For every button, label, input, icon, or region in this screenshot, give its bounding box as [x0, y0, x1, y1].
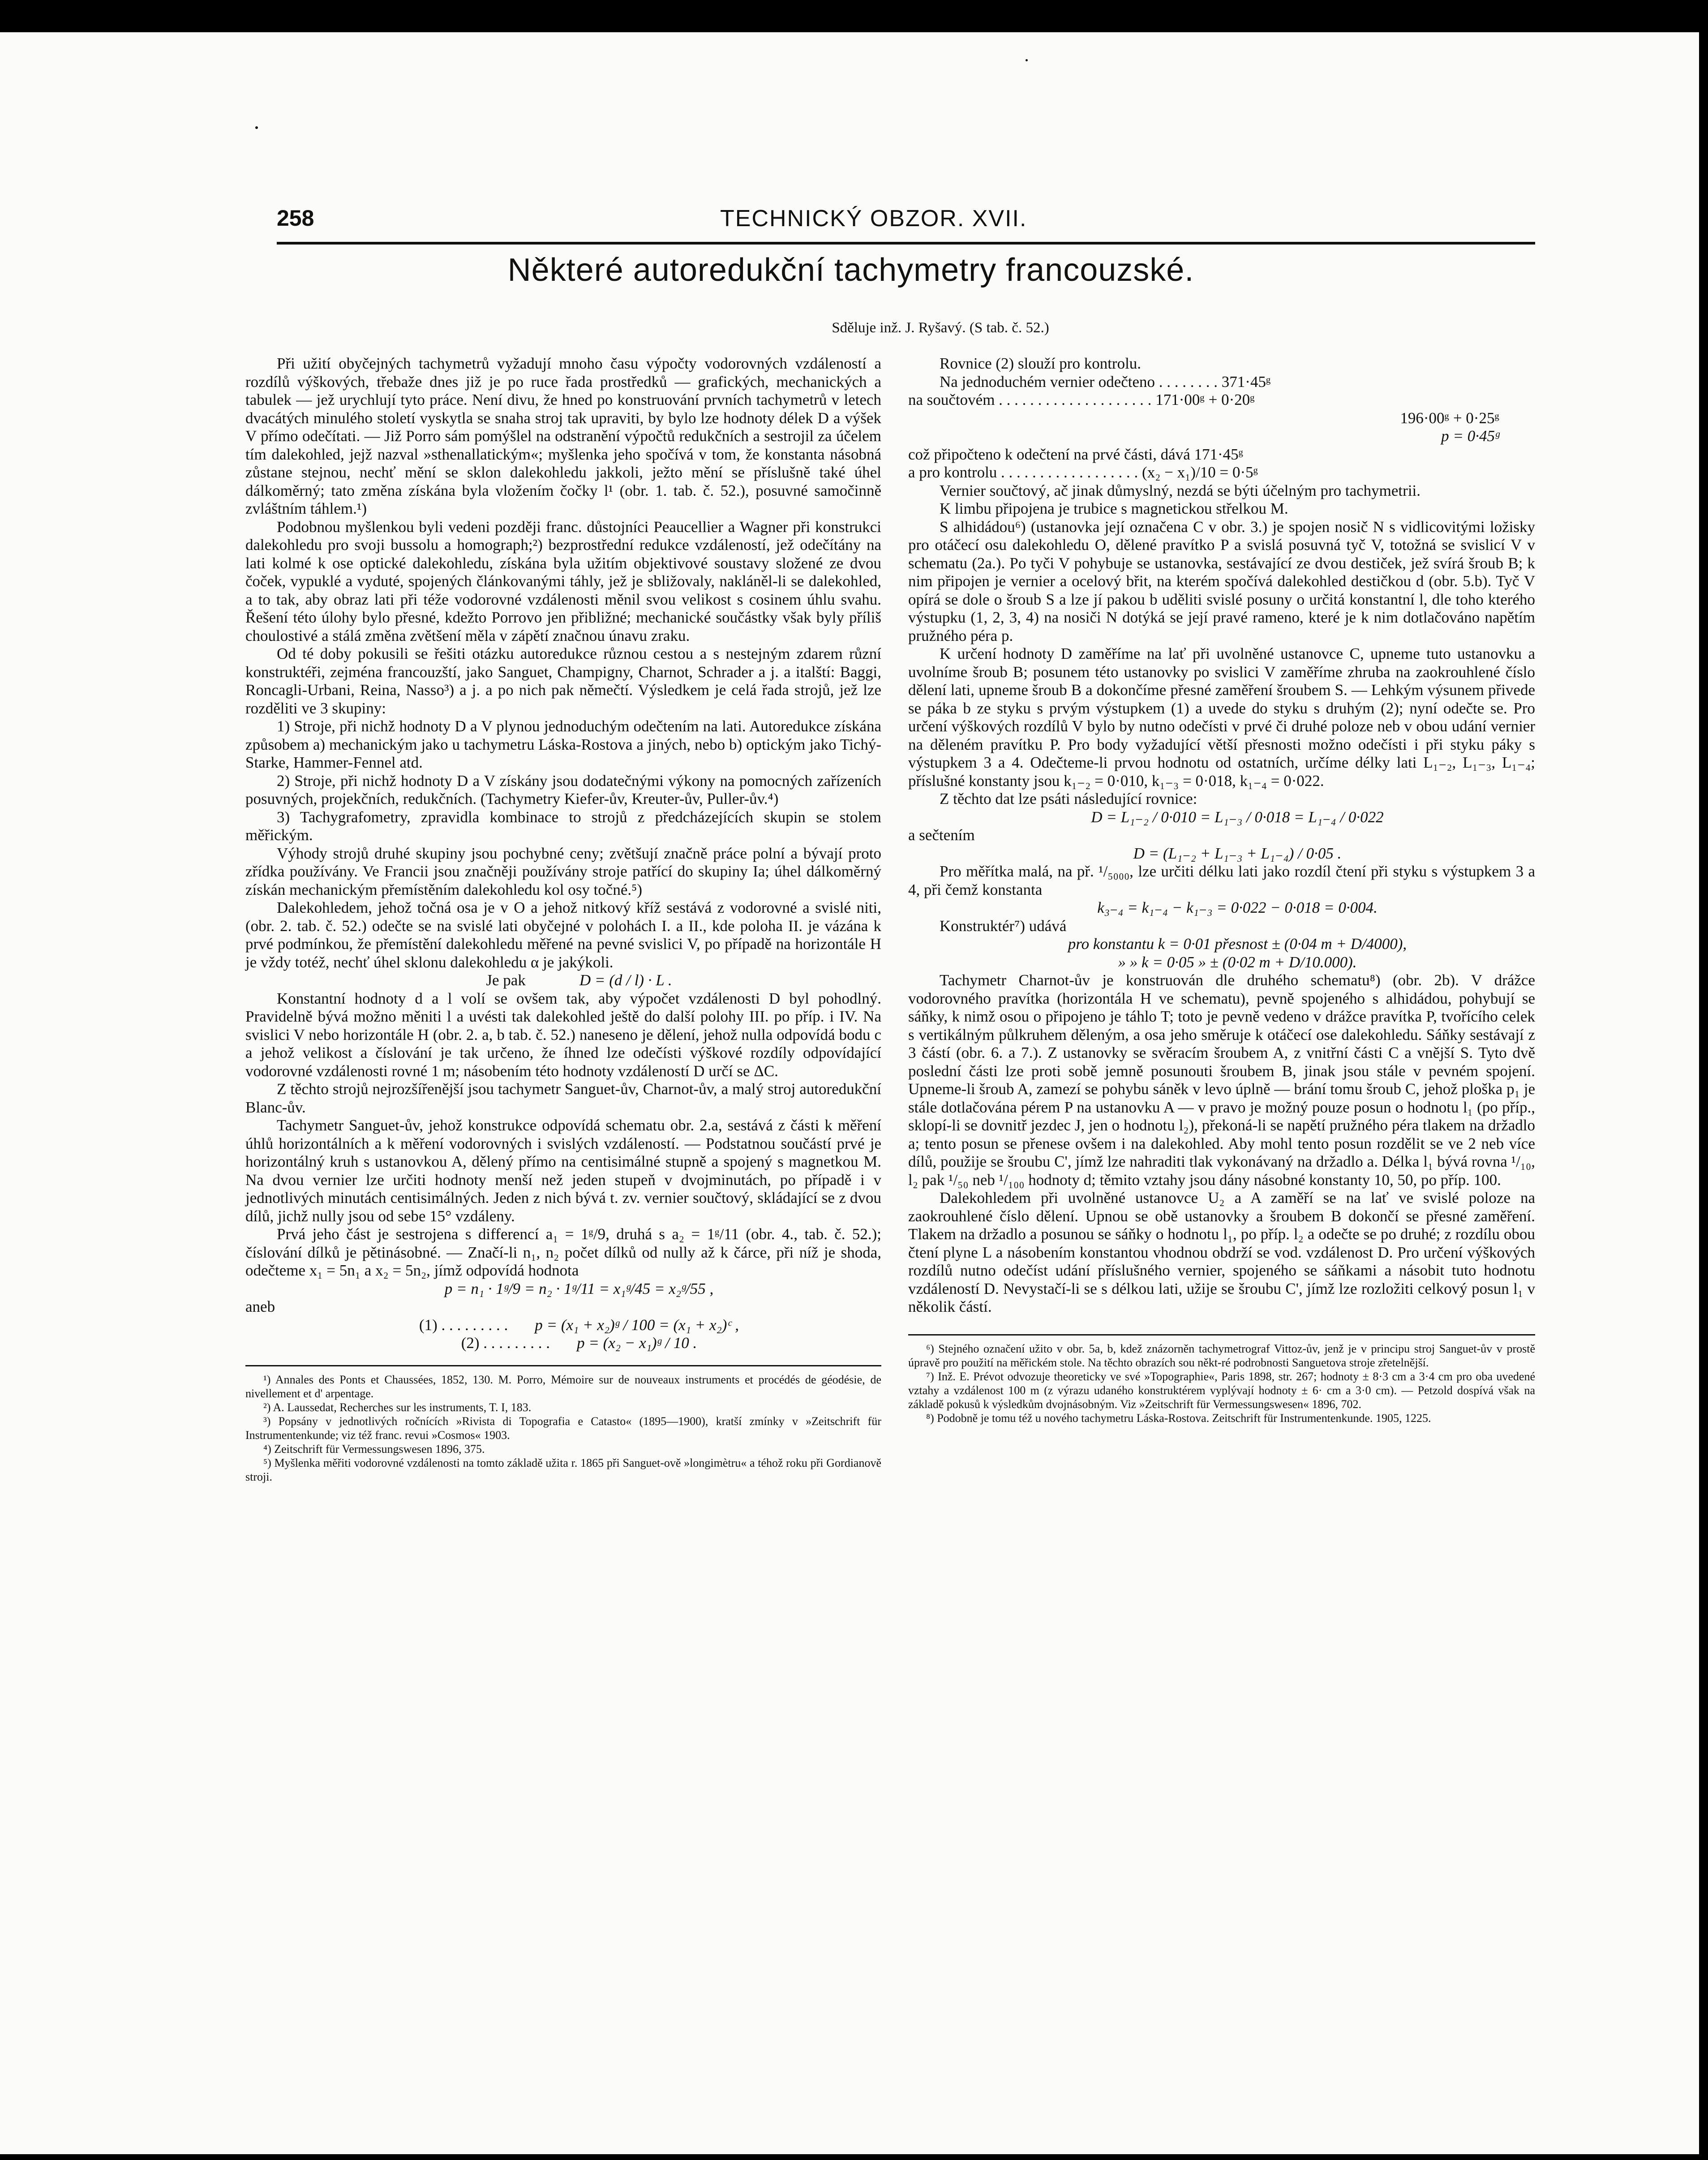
equation	[245, 971, 881, 990]
footnotes	[245, 1365, 881, 1484]
page-header	[277, 197, 1535, 242]
paragraph: Vernier součtový, ač jinak důmyslný, nezdá se býti účelným pro tachymetrii.	[940, 481, 1421, 499]
equation-text: p = (x₂ − x₁)ᵍ / 10 .	[577, 1334, 697, 1352]
equation-lead: aneb	[245, 1298, 275, 1315]
equation	[245, 1316, 881, 1335]
reading-value: 196·00ᵍ + 0·25ᵍ	[1400, 409, 1499, 427]
paragraph: K určení hodnoty D zaměříme na lať při uvolněné ustanovce C, upneme tuto ustanovku a uvolníme šroub B; posunem této ustanovky po svislici V zaměříme zhruba na zaokrouhlené číslo dělení lati, upneme šroub B a dokončíme přesné zaměření šroubem S. — Lehkým výsunem přivede se páka b ze styku s prvým výstupkem (1) a uvede do styku s druhým (2); nyní odečte se. Pro určení výškových rozdílů V bylo by nutno odečísti v prvé či druhé poloze neb v obou udání vernier na děleném pravítku P. Pro body vyžadující větší přesnosti možno odečísti i při styku páky s výstupkem 3 a 4. Odečteme-li prvou hodnotu od ostatních, určíme délky lati L₁₋₂, L₁₋₃, L₁₋₄; příslušné konstanty jsou k₁₋₂ = 0·010, k₁₋₃ = 0·018, k₁₋₄ = 0·022.	[908, 645, 1535, 790]
equation-text: p = (x₁ + x₂)ᵍ / 100 = (x₁ + x₂)ᶜ ,	[535, 1316, 739, 1334]
footnote: ⁷) Inž. E. Prévot odvozuje theoreticky ve své »Topographie«, Paris 1898, str. 267; hodnoty ± 8·3 cm a 3·4 cm pro oba uvedené vztahy a vzdálenost 100 m (z výrazu udaného konstruktérem vyplývají hodnoty ± 6· cm a 3·0 cm). — Petzold dospívá však na základě pokusů k výsledkům dvojnásobným. Viz »Zeitschrift für Vermessungswesen« 1896, 702.	[908, 1370, 1535, 1411]
article-title: Některé autoredukční tachymetry francouzské.	[507, 252, 1194, 288]
paragraph: Konstantní hodnoty d a l volí se ovšem tak, aby výpočet vzdálenosti D byl pohodlný. Pravidelně bývá možno měniti l a uvésti tak dalekohled ještě do další polohy III. po příp. i IV. Na svislici V nebo horizontále H (obr. 2. a, b tab. č. 52.) naneseno je dělení, jehož nulla odpovídá bodu c a jehož velikost a číslování je tak určeno, že íhned lze odečísti výškové rozdíly odpovídající vodorovné vzdálenosti rovné 1 m; násobením této hodnoty vzdáleností D určí se ΔC.	[245, 989, 881, 1080]
paragraph: Tachymetr Charnot-ův je konstruován dle druhého schematu⁸) (obr. 2b). V drážce vodorovného pravítka (horizontála H ve schematu), pevně spojeného s alhidádou, pohybují se sáňky, k nimž osou o připojeno je táhlo T; toto je pevně vedeno v drážce pravítka P, tvořícího celek s vertikálným půlkruhem děleným, a osa jeho směruje k otáčecí ose dalekohledu. Sáňky sestávají z 3 částí (obr. 6. a 7.). Z ustanovky se svěracím šroubem A, z vnitřní části C a vnější S. Tyto dvě poslední části lze proti sobě jemně posunouti šroubem B, jinak jsou stále v pevném spojení. Upneme-li šroub A, zamezí se pohybu sáněk v levo úplně — brání tomu šroub C, jehož ploška p₁ je stále dotlačována pérem P na ustanovku A — v pravo je možný pouze posun o hodnotu l₁ (po příp., sklopí-li se dovnitř jezdec J, jen o hodnotu l₂), překoná-li se napětí pružného péra tlakem na držadlo a; tento posun se přenese ovšem i na dalekohled. Aby mohl tento posun rozdělit se ve 2 neb více dílů, použije se šroubu C', jímž lze nahraditi tlak vykonávaný na držadlo a. Délka l₁ bývá rovna ¹/₁₀, l₂ pak ¹/₅₀ neb ¹/₁₀₀ hodnoty d; těmito vztahy jsou dány násobné konstanty 10, 50, po příp. 100.	[908, 971, 1535, 1189]
paragraph: 3) Tachygrafometry, zpravidla kombinace to strojů z předcházejících skupin se stolem měřickým.	[245, 808, 881, 844]
paragraph: Z těchto dat lze psáti následující rovnice:	[940, 790, 1197, 807]
equation: p = n₁ · 1ᵍ/9 = n₂ · 1ᵍ/11 = x₁ᵍ/45 = x₂ᵍ/55 ,	[444, 1280, 714, 1297]
equation: pro konstantu k = 0·01 přesnost ± (0·04 m + D/4000),	[1068, 935, 1407, 953]
footnote: ⁸) Podobně je tomu též u nového tachymetru Láska-Rostova. Zeitschrift für Instrumentenkunde. 1905, 1225.	[926, 1411, 1431, 1425]
paragraph: Výhody strojů druhé skupiny jsou pochybné ceny; zvětšují značně práce polní a bývají proto zřídka používány. Ve Francii jsou značněji používány stroje patřící do skupiny Ia; úhel dálkoměrný získán mechanickým přemístěním dalekohledu kol osy točné.⁵)	[245, 844, 881, 898]
reading-row	[908, 464, 1535, 482]
paragraph: 1) Stroje, při nichž hodnoty D a V plynou jednoduchým odečtením na lati. Autoredukce získána způsobem a) mechanickým jako u tachymetru Láska-Rostova a jiných, nebo b) optickým jako Tichý-Starke, Hammer-Fennel atd.	[245, 717, 881, 771]
footnotes	[908, 1334, 1535, 1425]
equation: k₃₋₄ = k₁₋₄ − k₁₋₃ = 0·022 − 0·018 = 0·004.	[1097, 899, 1378, 916]
reading-label: na součtovém . . . . . . . . . . . . . . . . . . . .	[908, 391, 1152, 408]
equation	[245, 1334, 881, 1353]
paragraph: Dalekohledem při uvolněné ustanovce U₂ a A zaměří se na lať ve svislé poloze na zaokrouhlené číslo dělení. Upnou se obě ustanovky a šroubem B dokončí se přesné zaměření. Tlakem na držadlo a posunou se sáňky o hodnotu l₁, po příp. l₂ a odečte se po druhé; z rozdílu obou čtení plyne L a násobením konstantou vhodnou obdrží se vod. vzdálenost D. Pro určení výškových rozdílů nutno odečíst udání příslušného vernier, spojeného se sáňkami a násobit tuto hodnotu vzdáleností D. Nevystačí-li se s délkou lati, užije se šroubu C', jímž lze rozložiti celkový posun l₁ v několik částí.	[908, 1189, 1535, 1315]
paragraph: S alhidádou⁶) (ustanovka její označena C v obr. 3.) je spojen nosič N s vidlicovitými ložisky pro otáčecí osu dalekohledu O, dělené pravítko P a svislá posuvná tyč V, totožná se svislicí V v schematu (2a.). Po tyči V pohybuje se ustanovka, sestávající ze dvou destiček, jež svírá šroub B; k nim připojen je vernier a ocelový břit, na kterém spočívá dalekohled destičkou d (obr. 5.b). Tyč V opírá se dole o šroub S a lze jí pakou b uděliti svislé posuny o určitá konstantní l, dle toho kterého výstupku (1, 2, 3, 4) na nosiči N dotýká se její pravé rameno, které je k nim dotlačováno napětím pružného péra p.	[908, 518, 1535, 644]
paragraph: Pro měřítka malá, na př. ¹/₅₀₀₀, lze určiti délku lati jako rozdíl čtení při styku s výstupkem 3 a 4, při čemž konstanta	[908, 863, 1535, 898]
equation-label: (2) . . . . . . . . .	[461, 1334, 550, 1352]
footnote: ³) Popsány v jednotlivých ročnících »Rivista di Topografia e Catasto« (1895—1900), kratší zmínky v »Zeitschrift für Instrumentenkunde; viz též franc. revui »Cosmos« 1903.	[245, 1414, 881, 1442]
reading-row	[908, 373, 1535, 391]
left-column	[245, 355, 881, 1484]
paragraph: Tachymetr Sanguet-ův, jehož konstrukce odpovídá schematu obr. 2.a, sestává z části k měření úhlů horizontálních a k měření vodorovných i svislých vzdáleností. — Podstatnou součástí prvé je horizontálný kruh s ustanovkou A, dělený přímo na centisimálné stupně a spojený s magnetkou M. Na dvou vernier lze určiti hodnoty menší než jeden stupeň v dvojminutách, po případě i v jednotlivých minutách centisimálných. Jeden z nich bývá t. zv. vernier součtový, skládající se z dvou dílů, jichž nully jsou od sebe 15° vzdáleny.	[245, 1117, 881, 1225]
paragraph: Dalekohledem, jehož točná osa je v O a jehož nitkový kříž sestává z vodorovné a svislé niti, (obr. 2. tab. č. 52.) odečte se na svislé lati obyčejné v polohách I. a II., kde poloha II. je vázána k prvé podmínkou, že přemístění dalekohledu měřené na pevné svislici V, po případě na horizontále H je vždy totéž, nechť úhel sklonu dalekohledu α je jakýkoli.	[245, 899, 881, 971]
footnote: ⁶) Stejného označení užito v obr. 5a, b, kdež znázorněn tachymetrograf Vittoz-ův, jenž je v principu stroj Sanguet-ův v prostě úpravě pro použití na měřickém stole. Na těchto obrazích sou někt-ré podrobnosti Sanguetova stroje zřetelnější.	[908, 1342, 1535, 1369]
reading-row	[908, 391, 1535, 409]
paragraph: což připočteno k odečtení na prvé části, dává 171·45ᵍ	[908, 445, 1244, 463]
scan-speck	[255, 126, 258, 129]
footnote: ⁵) Myšlenka měřiti vodorovné vzdálenosti na tomto základě užita r. 1865 při Sanguet-ově »longimètru« a téhož roku při Gordianově stroji.	[245, 1456, 881, 1483]
footnote: ¹) Annales des Ponts et Chaussées, 1852, 130. M. Porro, Mémoire sur de nouveaux instruments et procédés de géodésie, de nivellement et d' arpentage.	[245, 1373, 881, 1400]
scan-speck	[1026, 59, 1028, 61]
equation-text: D = (d / l) · L .	[579, 971, 672, 989]
reading-label: Na jednoduchém vernier odečteno . . . . . . . .	[940, 373, 1218, 391]
page-number: 258	[277, 206, 314, 231]
paragraph: Prvá jeho část je sestrojena s differencí a₁ = 1ᵍ/9, druhá s a₂ = 1ᵍ/11 (obr. 4., tab. č. 52.); číslování dílků je pětinásobné. — Značí-li n₁, n₂ počet dílků od nully až k čárce, při níž je shoda, odečteme x₁ = 5n₁ a x₂ = 5n₂, jímž odpovídá hodnota	[245, 1225, 881, 1279]
header-rule	[277, 242, 1535, 245]
right-column	[908, 355, 1535, 1425]
footnote: ⁴) Zeitschrift für Vermessungswesen 1896, 375.	[263, 1442, 485, 1456]
equation-label: (1) . . . . . . . . .	[419, 1316, 508, 1334]
running-title: TECHNICKÝ OBZOR. XVII.	[720, 206, 1027, 232]
paragraph: 2) Stroje, při nichž hodnoty D a V získány jsou dodatečnými výkony na pomocných zařízeních posuvných, projekčních, redukčních. (Tachymetry Kiefer-ův, Kreuter-ův, Puller-ův.⁴)	[245, 772, 881, 807]
paragraph: K limbu připojena je trubice s magnetickou střelkou M.	[940, 500, 1288, 517]
reading-label: a pro kontrolu . . . . . . . . . . . . . . . . . .	[908, 464, 1138, 481]
paragraph: Rovnice (2) slouží pro kontrolu.	[940, 355, 1142, 372]
equation-lead: a sečtením	[908, 826, 975, 844]
article-byline: Sděluje inž. J. Ryšavý. (S tab. č. 52.)	[832, 320, 1049, 336]
equation-lead: Je pak	[486, 971, 526, 989]
reading-value: 371·45ᵍ	[1221, 373, 1271, 391]
equation: D = (L₁₋₂ + L₁₋₃ + L₁₋₄) / 0·05 .	[1133, 844, 1342, 862]
paragraph: Od té doby pokusili se řešiti otázku autoredukce různou cestou a s nestejným zdarem různí konstruktéři, zejména francouzští, jako Sanguet, Champigny, Charnot, Schrader a j. a italští: Baggi, Roncagli-Urbani, Reina, Nasso³) a j. a po nich pak němečtí. Výsledkem je celá řada strojů, jež lze rozděliti ve 3 skupiny:	[245, 645, 881, 717]
reading-value: p = 0·45ᵍ	[1441, 427, 1499, 445]
page	[0, 32, 1699, 2154]
reading-value: (x₂ − x₁)/10 = 0·5ᵍ	[1142, 464, 1258, 481]
footnote: ²) A. Laussedat, Recherches sur les instruments, T. I, 183.	[263, 1400, 532, 1414]
paragraph: Konstruktér⁷) udává	[940, 917, 1067, 935]
reading-value: 171·00ᵍ + 0·20ᵍ	[1155, 391, 1255, 408]
paragraph: Z těchto strojů nejrozšířenější jsou tachymetr Sanguet-ův, Charnot-ův, a malý stroj autoredukční Blanc-ův.	[245, 1080, 881, 1116]
equation: D = L₁₋₂ / 0·010 = L₁₋₃ / 0·018 = L₁₋₄ / 0·022	[1091, 808, 1384, 826]
equation: » » k = 0·05 » ± (0·02 m + D/10.000).	[1118, 953, 1357, 971]
paragraph: Podobnou myšlenkou byli vedeni později franc. důstojníci Peaucellier a Wagner při konstrukci dalekohledu pro svoji bussolu a homograph;²) bezprostřední redukce vzdáleností, jež odečítány na lati kolmé k ose optické dalekohledu, získána byla užitím objektivové soustavy složené ze dvou čoček, vypuklé a vyduté, spojených článkovanými táhly, jež je sbližovaly, nakláněl-li se dalekohled, a to tak, aby obraz lati při téže vodorovné vzdálenosti měnil svou velikost s cosinem úhlu svahu. Řešení této úlohy bylo přesné, kdežto Porrovo jen přibližné; mechanické součástky však byly příliš choulostivé a stálá změna zvětšení měla v zápětí značnou únavu zraku.	[245, 518, 881, 644]
paragraph: Při užití obyčejných tachymetrů vyžadují mnoho času výpočty vodorovných vzdáleností a rozdílů výškových, třebaže dnes již je po ruce řada prostředků — grafických, mechanických a tabulek — jež urychlují tyto práce. Není divu, že hned po konstruování prvních tachymetrů v letech dvacátých minulého století vyskytla se snaha stroj tak upraviti, by bylo lze hodnoty délek D a výšek V přímo odečítati. — Již Porro sám pomýšlel na odstranění výpočtů redukčních a sestrojil za účelem tím dalekohled, jejž nazval »sthenallatickým«; myšlenka jeho spočívá v tom, že konstanta násobná zůstane stejnou, nechť mění se sklon dalekohledu jakkoli, ježto mění se příslušně také úhel dálkoměrný; tato změna získána byla vložením čočky l¹ (obr. 1. tab. č. 52.), posuvné samočinně zvláštním táhlem.¹)	[245, 355, 881, 517]
